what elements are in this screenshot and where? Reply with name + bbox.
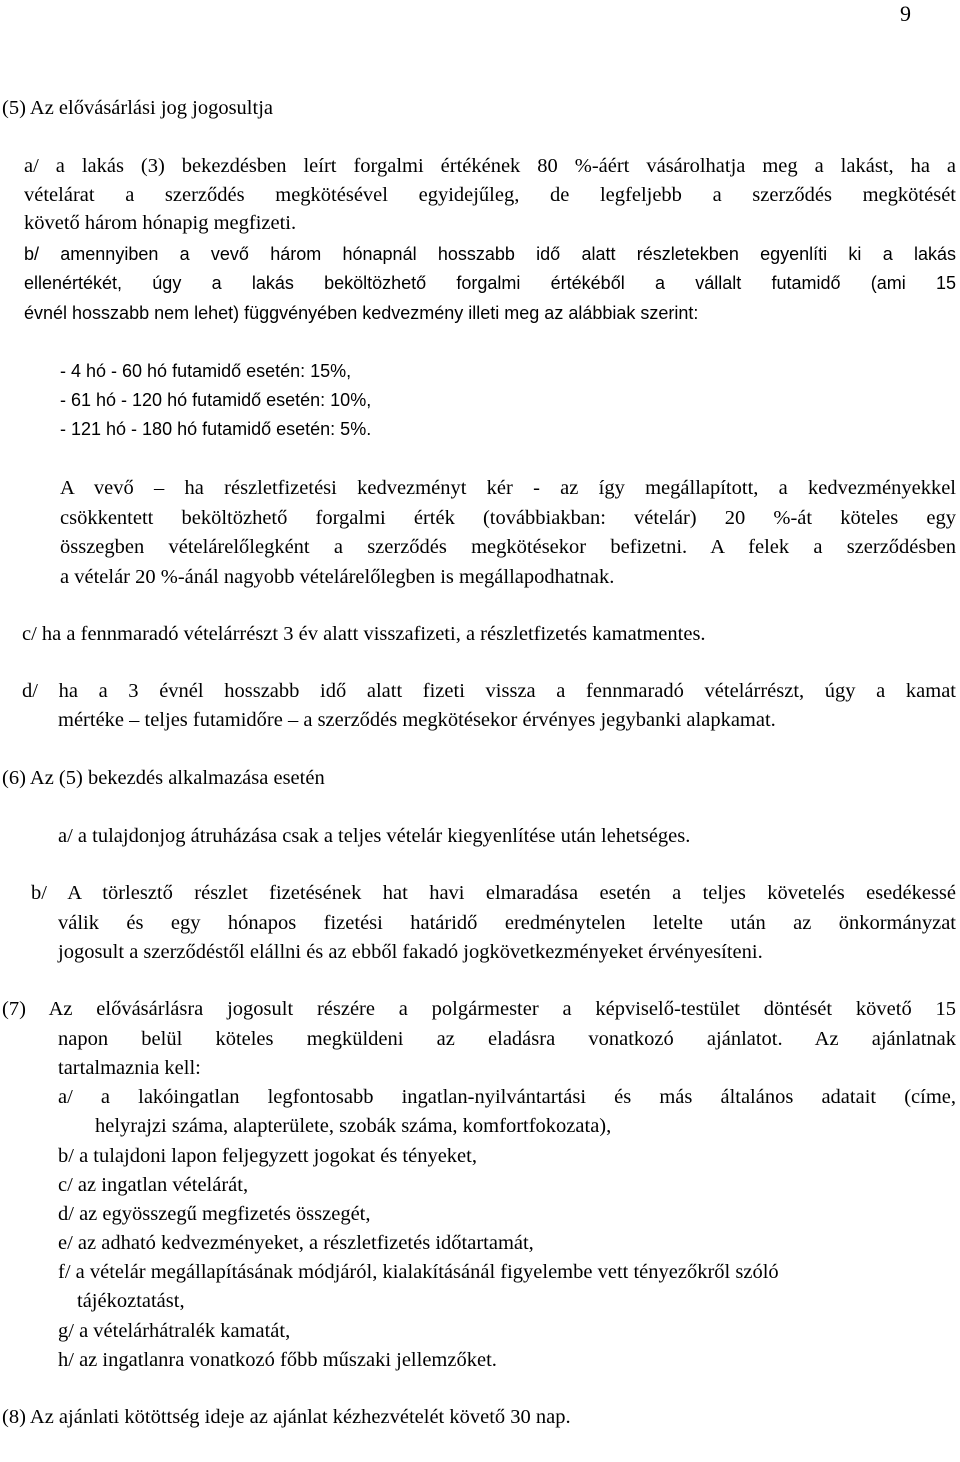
section-5-a-line-2: vételárat a szerződés megkötésével egyidejűleg, de legfeljebb a szerződés megkötését xyxy=(24,184,956,206)
section-7-d: d/ az egyösszegű megfizetés összegét, xyxy=(58,1203,371,1225)
section-7-intro-line-1: (7) Az elővásárlásra jogosult részére a polgármester a képviselő-testület döntését követő 15 xyxy=(2,998,956,1020)
discount-item-2: - 61 hó - 120 hó futamidő esetén: 10%, xyxy=(60,390,372,410)
section-5-d-line-2: mértéke – teljes futamidőre – a szerződés megkötésekor érvényes jegybanki alapkamat. xyxy=(58,709,776,731)
section-7-h: h/ az ingatlanra vonatkozó főbb műszaki jellemzőket. xyxy=(58,1349,497,1371)
page-number: 9 xyxy=(900,1,911,26)
section-5-b-line-1: b/ amennyiben a vevő három hónapnál hosszabb idő alatt részletekben egyenlíti ki a lakás xyxy=(24,244,956,264)
section-6-a: a/ a tulajdonjog átruházása csak a teljes vételár kiegyenlítése után lehetséges. xyxy=(58,825,691,847)
section-5-heading: (5) Az elővásárlási jog jogosultja xyxy=(2,97,273,119)
section-6-b-line-2: válik és egy hónapos fizetési határidő eredménytelen letelte után az önkormányzat xyxy=(58,912,956,934)
section-7-f-line-1: f/ a vételár megállapításának módjáról, kialakításánál figyelembe vett tényezőkről szóló xyxy=(58,1261,779,1283)
section-7-f-line-2: tájékoztatást, xyxy=(77,1290,185,1312)
section-8-text: (8) Az ajánlati kötöttség ideje az ajánlat kézhezvételét követő 30 nap. xyxy=(2,1406,571,1428)
section-7-a-line-2: helyrajzi száma, alapterülete, szobák száma, komfortfokozata), xyxy=(95,1115,612,1137)
section-7-a-line-1: a/ a lakóingatlan legfontosabb ingatlan-nyilvántartási és más általános adatait (címe, xyxy=(58,1086,956,1108)
section-5-buyer-line-2: csökkentett beköltözhető forgalmi érték (továbbiakban: vételár) 20 %-át köteles egy xyxy=(60,507,956,529)
section-6-b-line-1: b/ A törlesztő részlet fizetésének hat havi elmaradása esetén a teljes követelés esedékessé xyxy=(31,882,956,904)
section-6-b-line-3: jogosult a szerződéstől elállni és az ebből fakadó jogkövetkezményeket érvényesíteni. xyxy=(58,941,763,963)
section-5-b-line-3: évnél hosszabb nem lehet) függvényében kedvezmény illeti meg az alábbiak szerint: xyxy=(24,303,699,323)
section-5-a-line-1: a/ a lakás (3) bekezdésben leírt forgalmi értékének 80 %-áért vásárolhatja meg a lakást, ha a xyxy=(24,155,956,177)
section-5-buyer-line-1: A vevő – ha részletfizetési kedvezményt kér - az így megállapított, a kedvezményekkel xyxy=(60,477,956,499)
section-7-intro-line-2: napon belül köteles megküldeni az eladásra vonatkozó ajánlatot. Az ajánlatnak xyxy=(58,1028,956,1050)
discount-item-1: - 4 hó - 60 hó futamidő esetén: 15%, xyxy=(60,361,352,381)
section-5-a-line-3: követő három hónapig megfizeti. xyxy=(24,212,297,234)
section-7-g: g/ a vételárhátralék kamatát, xyxy=(58,1320,291,1342)
section-5-c: c/ ha a fennmaradó vételárrészt 3 év alatt visszafizeti, a részletfizetés kamatmentes. xyxy=(22,623,706,645)
section-5-b-line-2: ellenértékét, úgy a lakás beköltözhető forgalmi értékéből a vállalt futamidő (ami 15 xyxy=(24,273,956,293)
section-5-buyer-line-3: összegben vételárelőlegként a szerződés megkötésekor befizetni. A felek a szerződésben xyxy=(60,536,956,558)
section-7-b: b/ a tulajdoni lapon feljegyzett jogokat és tényeket, xyxy=(58,1145,477,1167)
discount-item-3: - 121 hó - 180 hó futamidő esetén: 5%. xyxy=(60,419,372,439)
section-7-e: e/ az adható kedvezményeket, a részletfizetés időtartamát, xyxy=(58,1232,534,1254)
section-5-buyer-line-4: a vételár 20 %-ánál nagyobb vételárelőlegben is megállapodhatnak. xyxy=(60,566,615,588)
section-7-c: c/ az ingatlan vételárát, xyxy=(58,1174,249,1196)
section-7-intro-line-3: tartalmaznia kell: xyxy=(58,1057,201,1079)
section-5-d-line-1: d/ ha a 3 évnél hosszabb idő alatt fizeti vissza a fennmaradó vételárrészt, úgy a kamat xyxy=(22,680,956,702)
section-6-heading: (6) Az (5) bekezdés alkalmazása esetén xyxy=(2,767,325,789)
